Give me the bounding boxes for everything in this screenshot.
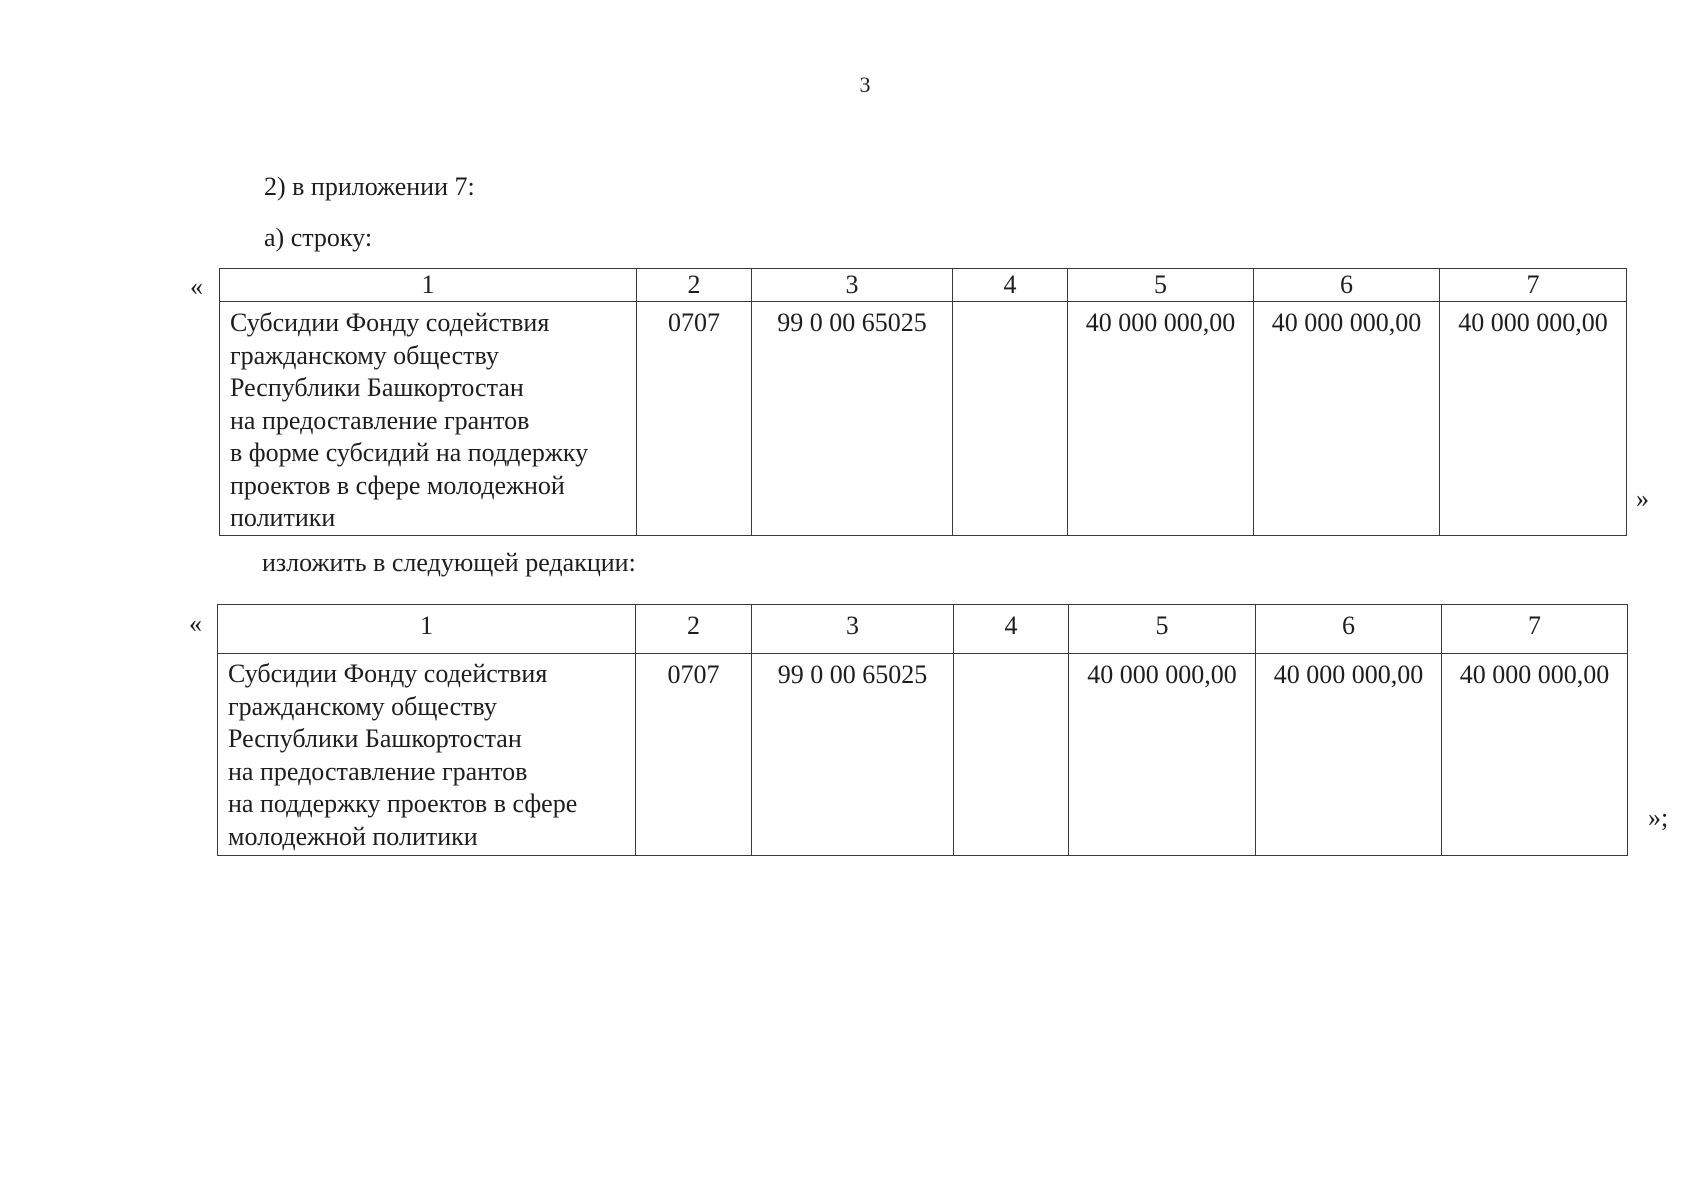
opening-quote-first: «	[190, 272, 203, 301]
column-number: 7	[1440, 269, 1627, 302]
column-number-row	[220, 269, 1627, 302]
opening-quote-second: «	[189, 609, 202, 638]
closing-quote-second: »;	[1648, 803, 1669, 832]
column-number: 5	[1069, 605, 1256, 654]
original-row-table	[219, 268, 1627, 536]
column-number: 2	[636, 605, 752, 654]
expense-type-cell	[953, 302, 1068, 536]
row-label-paragraph: а) строку:	[264, 223, 373, 252]
column-number: 2	[637, 269, 752, 302]
target-article-cell: 99 0 00 65025	[752, 302, 953, 536]
amount-cell: 40 000 000,00	[1068, 302, 1254, 536]
amount-cell: 40 000 000,00	[1069, 654, 1256, 856]
column-number-row	[218, 605, 1628, 654]
column-number: 4	[953, 269, 1068, 302]
amount-cell: 40 000 000,00	[1442, 654, 1628, 856]
column-number: 4	[954, 605, 1069, 654]
section-code-cell: 0707	[637, 302, 752, 536]
original-data-row	[220, 302, 1627, 536]
amount-cell: 40 000 000,00	[1256, 654, 1442, 856]
column-number: 6	[1256, 605, 1442, 654]
new-row-table	[217, 604, 1628, 856]
section-code-cell: 0707	[636, 654, 752, 856]
closing-quote-first: »	[1636, 484, 1649, 513]
appendix-paragraph: 2) в приложении 7:	[264, 172, 475, 201]
expense-name-cell: Субсидии Фонду содействия гражданскому обществу Республики Башкортостан на предоставление грантов в форме субсидий на поддержку проектов в сфере молодежной политики	[220, 302, 637, 536]
amount-cell: 40 000 000,00	[1440, 302, 1627, 536]
column-number: 5	[1068, 269, 1254, 302]
page-number: 3	[859, 72, 871, 97]
new-data-row	[218, 654, 1628, 856]
column-number: 7	[1442, 605, 1628, 654]
restate-paragraph: изложить в следующей редакции:	[262, 548, 636, 577]
column-number: 6	[1254, 269, 1440, 302]
amount-cell: 40 000 000,00	[1254, 302, 1440, 536]
column-number: 1	[218, 605, 636, 654]
column-number: 3	[752, 269, 953, 302]
expense-name-cell: Субсидии Фонду содействия гражданскому обществу Республики Башкортостан на предоставление грантов на поддержку проектов в сфере молодежной политики	[218, 654, 636, 856]
target-article-cell: 99 0 00 65025	[752, 654, 954, 856]
expense-type-cell	[954, 654, 1069, 856]
column-number: 3	[752, 605, 954, 654]
column-number: 1	[220, 269, 637, 302]
